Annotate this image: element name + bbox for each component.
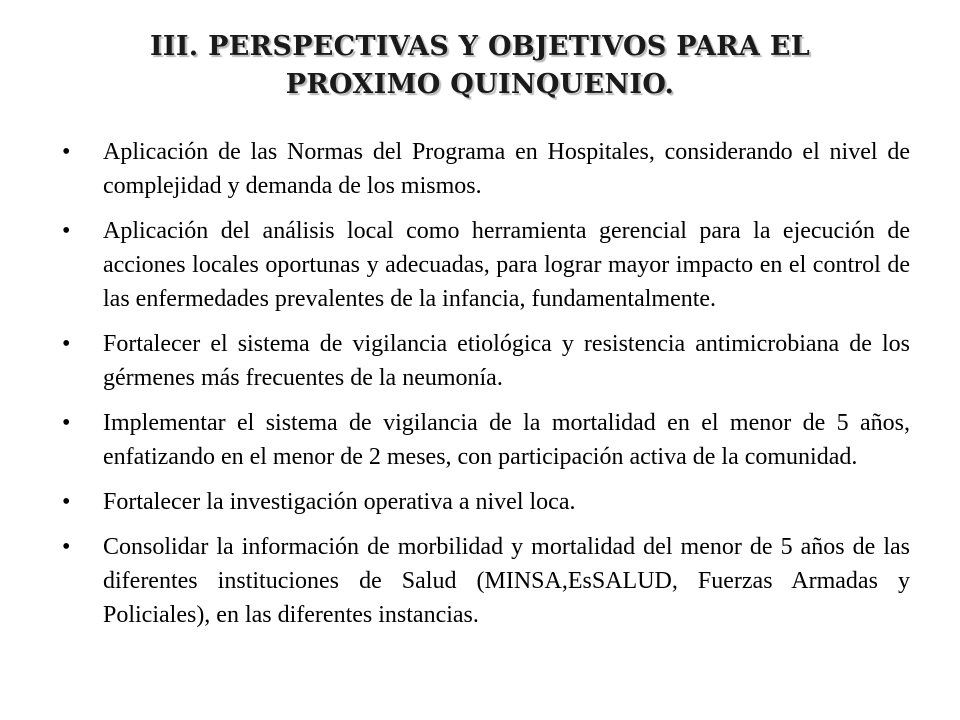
bullet-dot-icon: •	[62, 489, 71, 515]
bullet-list	[58, 135, 910, 643]
bullet-item	[58, 485, 910, 519]
bullet-item	[58, 327, 910, 395]
bullet-text: Aplicación del análisis local como herramienta gerencial para la ejecución de acciones locales oportunas y adecuadas, para lograr mayor impacto en el control de las enfermedades prevalentes de la infancia, fundamentalmente.	[103, 218, 910, 312]
bullet-dot-icon: •	[62, 534, 71, 560]
bullet-text: Implementar el sistema de vigilancia de la mortalidad en el menor de 5 años, enfatizando en el menor de 2 meses, con participación activa de la comunidad.	[103, 410, 910, 470]
bullet-item	[58, 214, 910, 316]
bullet-dot-icon: •	[62, 410, 71, 436]
bullet-text: Consolidar la información de morbilidad y mortalidad del menor de 5 años de las diferentes instituciones de Salud (MINSA,EsSALUD, Fuerzas Armadas y Policiales), en las diferentes instancias.	[103, 534, 910, 628]
bullet-dot-icon: •	[62, 331, 71, 357]
bullet-text: Fortalecer el sistema de vigilancia etiológica y resistencia antimicrobiana de los gérmenes más frecuentes de la neumonía.	[103, 331, 910, 391]
bullet-dot-icon: •	[62, 139, 71, 165]
bullet-text: Aplicación de las Normas del Programa en Hospitales, considerando el nivel de complejidad y demanda de los mismos.	[103, 139, 910, 199]
title-line-1: III. PERSPECTIVAS Y OBJETIVOS PARA EL	[149, 31, 811, 62]
slide-title	[60, 28, 900, 104]
bullet-item	[58, 406, 910, 474]
bullet-item	[58, 135, 910, 203]
bullet-text: Fortalecer la investigación operativa a nivel loca.	[103, 489, 576, 515]
title-line-2: PROXIMO QUINQUENIO.	[285, 69, 675, 100]
bullet-item	[58, 530, 910, 632]
bullet-dot-icon: •	[62, 218, 71, 244]
